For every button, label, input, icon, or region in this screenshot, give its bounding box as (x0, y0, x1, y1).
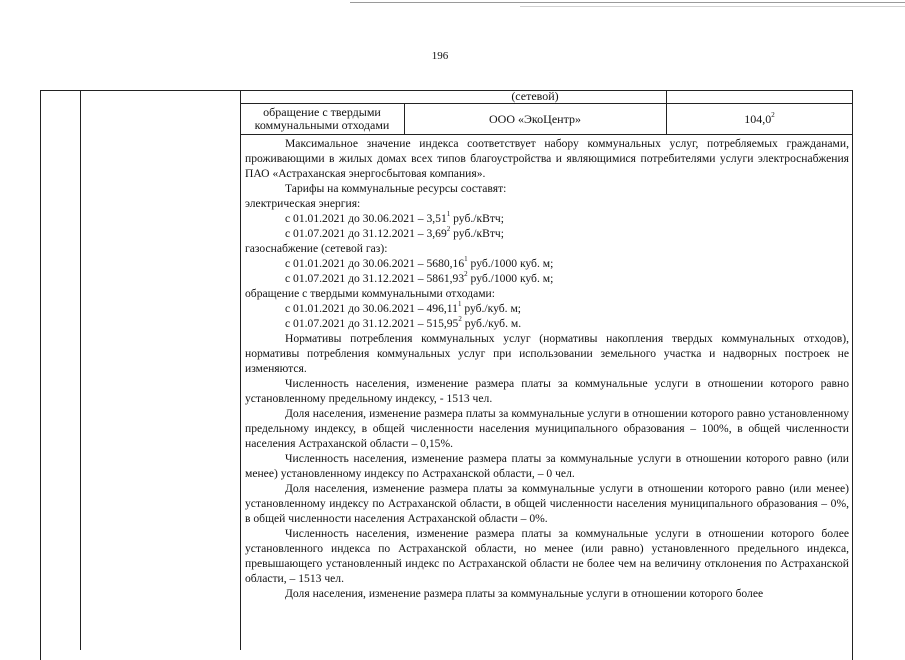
paragraph-population-share: Доля населения, изменение размера платы за коммунальные услуги в отношении которого более (285, 587, 764, 600)
table-column-divider (240, 90, 241, 650)
scan-edge-line (520, 6, 905, 7)
paragraph-population-count: Численность населения, изменение размера платы за коммунальные услуги в отношении которого более установленного индекса по Астраханской области, но менее (или равно) установленного предельного индекса, превышающего установленный индекс по Астраханской области не более чем на величину отклонения по Астраханской области, – 1513 чел. (245, 527, 849, 585)
table-cell-service: обращение с твердыми коммунальными отходами (254, 105, 390, 132)
table-row-divider (240, 134, 853, 135)
tariff-line: с 01.01.2021 до 30.06.2021 – 496,11$^1$ руб./куб. м; (285, 300, 522, 315)
paragraph-population-count: Численность населения, изменение размера платы за коммунальные услуги в отношении которого равно установленному предельному индексу, - 1513 чел. (245, 377, 849, 405)
tariff-line: с 01.07.2021 до 31.12.2021 – 5861,93$^2$ руб./1000 куб. м; (285, 270, 554, 285)
gas-label: газоснабжение (сетевой газ): (245, 242, 388, 255)
table-cell-organization: ООО «ЭкоЦентр» (489, 112, 581, 126)
paragraph-population-share: Доля населения, изменение размера платы за коммунальные услуги в отношении которого равно установленному предельному индексу, в общей численности населения муниципального образования – 100%, в общей численности населения Астраханской области – 0,15%. (245, 407, 849, 450)
electric-label: электрическая энергия: (245, 197, 361, 210)
table-cell-network: (сетевой) (511, 89, 559, 103)
table-column-divider (80, 90, 81, 650)
waste-label: обращение с твердыми коммунальными отходами: (245, 287, 495, 300)
paragraph-norms: Нормативы потребления коммунальных услуг (нормативы накопления твердых коммунальных отходов), нормативы потребления коммунальных услуг при использовании земельного участка и надворных построек не изменяются. (245, 332, 849, 375)
tariff-line: с 01.07.2021 до 31.12.2021 – 3,69$^2$ руб./кВтч; (285, 225, 504, 240)
tariff-line: с 01.07.2021 до 31.12.2021 – 515,95$^2$ руб./куб. м. (285, 315, 522, 330)
paragraph-population-share: Доля населения, изменение размера платы за коммунальные услуги в отношении которого равно (или менее) установленному индексу по Астраханской области, в общей численности населения муниципального образования – 0%, в общей численности населения Астраханской области – 0%. (245, 482, 849, 525)
tariffs-intro: Тарифы на коммунальные ресурсы составят: (285, 182, 507, 195)
table-cell-index-value: 104,0$^2$ (744, 111, 775, 126)
tariff-line: с 01.01.2021 до 30.06.2021 – 3,51$^1$ руб./кВтч; (285, 210, 504, 225)
paragraph-max-index: Максимальное значение индекса соответствует набору коммунальных услуг, потребляемых гражданами, проживающими в жилых домах всех типов благоустройства и являющимися потребителями услуги электроснабжения ПАО «Астраханская энергосбытовая компания». (245, 137, 849, 180)
scan-edge-line (350, 2, 905, 3)
paragraph-population-count: Численность населения, изменение размера платы за коммунальные услуги в отношении которого равно (или менее) установленному индексу по Астраханской области, – 0 чел. (245, 452, 849, 480)
tariff-line: с 01.01.2021 до 30.06.2021 – 5680,16$^1$ руб./1000 куб. м; (285, 255, 554, 270)
table-cell-divider (666, 90, 667, 134)
page-number: 196 (431, 50, 449, 62)
table-row-divider (240, 103, 853, 104)
document-body (245, 136, 849, 601)
